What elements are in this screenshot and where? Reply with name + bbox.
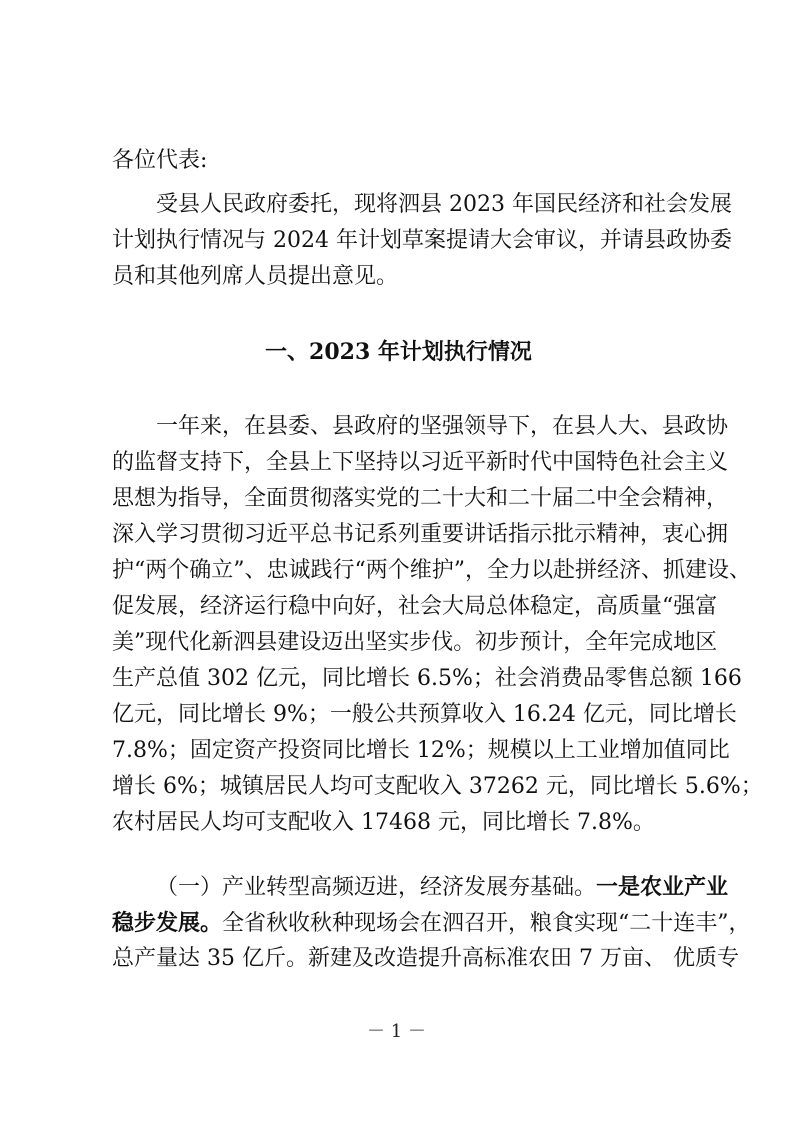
paragraph1-line-11: 增长 6%；城镇居民人均可支配收入 37262 元，同比增长 5.6%； <box>112 774 763 799</box>
section-heading: 一、2023 年计划执行情况 <box>265 339 532 365</box>
paragraph1-line-7: 美”现代化新泗县建设迈出坚实步伐。初步预计，全年完成地区 <box>112 630 718 655</box>
paragraph2-line-2 <box>112 908 751 939</box>
paragraph2-line2-normal: 全省秋收秋种现场会在泗召开，粮食实现“二十连丰”， <box>222 911 751 936</box>
paragraph1-line-10: 7.8%；固定资产投资同比增长 12%；规模以上工业增加值同比 <box>112 738 730 763</box>
paragraph2-line1-bold: 一是农业产业 <box>596 874 729 900</box>
paragraph1-line-9: 亿元，同比增长 9%；一般公共预算收入 16.24 亿元，同比增长 <box>112 702 737 727</box>
paragraph1-line-2: 的监督支持下，全县上下坚持以习近平新时代中国特色社会主义 <box>112 450 729 475</box>
intro-line-2: 计划执行情况与 2024 年计划草案提请大会审议，并请县政协委 <box>112 228 732 253</box>
paragraph2-line1-normal: （一）产业转型高频迈进，经济发展夯基础。 <box>156 875 597 900</box>
paragraph1-line-6: 促发展，经济运行稳中向好，社会大局总体稳定，高质量“强富 <box>112 594 718 619</box>
paragraph1-line-4: 深入学习贯彻习近平总书记系列重要讲话指示批示精神，衷心拥 <box>112 522 729 547</box>
paragraph2-line-1 <box>156 872 729 903</box>
intro-line-3: 员和其他列席人员提出意见。 <box>112 264 399 289</box>
paragraph1-line-5: 护“两个确立”、忠诚践行“两个维护”，全力以赴拼经济、抓建设、 <box>112 558 751 583</box>
paragraph1-line-8: 生产总值 302 亿元，同比增长 6.5%；社会消费品零售总额 166 <box>112 666 742 691</box>
salutation: 各位代表: <box>112 148 208 173</box>
intro-line-1: 受县人民政府委托，现将泗县 2023 年国民经济和社会发展 <box>156 192 732 217</box>
paragraph1-line-3: 思想为指导，全面贯彻落实党的二十大和二十届二中全会精神， <box>112 486 729 511</box>
paragraph2-line2-bold: 稳步发展。 <box>112 910 223 936</box>
paragraph1-line-1: 一年来，在县委、县政府的坚强领导下，在县人大、县政协 <box>156 414 729 439</box>
page-number: － 1 － <box>367 1021 426 1042</box>
paragraph1-line-12: 农村居民人均可支配收入 17468 元，同比增长 7.8%。 <box>112 810 655 835</box>
paragraph2-line-3: 总产量达 35 亿斤。新建及改造提升高标准农田 7 万亩、 优质专 <box>112 946 739 971</box>
